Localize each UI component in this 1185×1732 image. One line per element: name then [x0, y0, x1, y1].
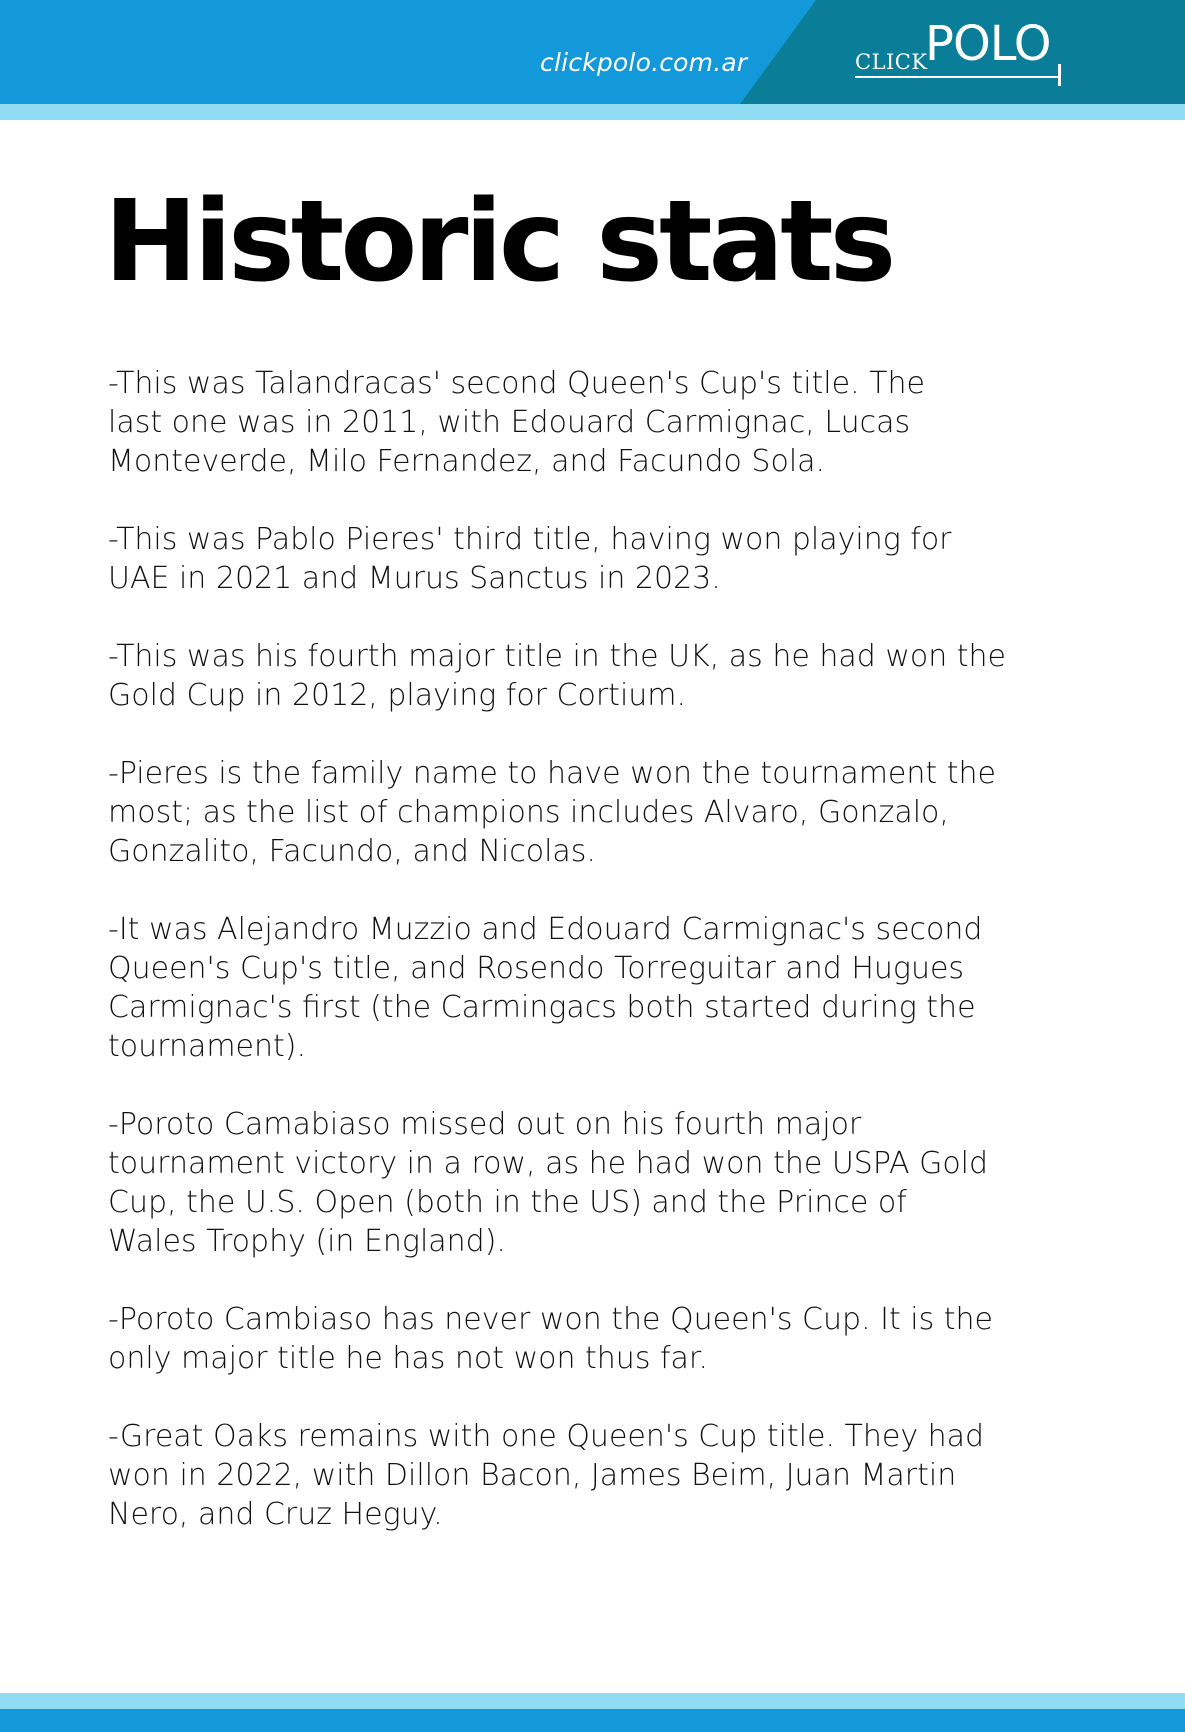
header-stripe	[0, 104, 1185, 120]
site-url[interactable]: clickpolo.com.ar	[540, 48, 748, 77]
header-bar	[0, 0, 1185, 104]
stat-paragraph: -Pieres is the family name to have won the tournament the most; as the list of champions includes Alvaro, Gonzalo, Gonzalito, Facundo, and Nicolas.	[108, 756, 996, 869]
logo-mallet-icon	[1058, 64, 1061, 86]
footer-stripe	[0, 1693, 1185, 1709]
stat-paragraph: -This was his fourth major title in the UK, as he had won the Gold Cup in 2012, playing for Cortium.	[108, 639, 1007, 713]
clickpolo-logo[interactable]	[855, 16, 1065, 90]
logo-underline	[855, 76, 1060, 78]
stat-paragraph: -It was Alejandro Muzzio and Edouard Carmignac's second Queen's Cup's title, and Rosendo Torreguitar and Hugues Carmignac's first (the Carmingacs both started during the tournament).	[108, 912, 983, 1064]
stat-paragraph: -Poroto Cambiaso has never won the Queen's Cup. It is the only major title he has not won thus far.	[108, 1302, 993, 1376]
logo-polo-text: POLO	[925, 16, 1051, 72]
stat-paragraph: -Great Oaks remains with one Queen's Cup title. They had won in 2022, with Dillon Bacon, James Beim, Juan Martin Nero, and Cruz Heguy.	[108, 1419, 985, 1532]
logo-click-text: CLICK	[855, 50, 928, 74]
stat-paragraph: -Poroto Camabiaso missed out on his fourth major tournament victory in a row, as he had won the USPA Gold Cup, the U.S. Open (both in the US) and the Prince of Wales Trophy (in England).	[108, 1107, 989, 1259]
page-title: Historic stats	[104, 177, 893, 307]
stat-paragraph: -This was Pablo Pieres' third title, having won playing for UAE in 2021 and Murus Sanctus in 2023.	[108, 522, 952, 596]
stats-content	[108, 364, 1068, 1573]
footer-bar	[0, 1709, 1185, 1732]
stat-paragraph: -This was Talandracas' second Queen's Cup's title. The last one was in 2011, with Edouard Carmignac, Lucas Monteverde, Milo Fernandez, and Facundo Sola.	[108, 366, 925, 479]
